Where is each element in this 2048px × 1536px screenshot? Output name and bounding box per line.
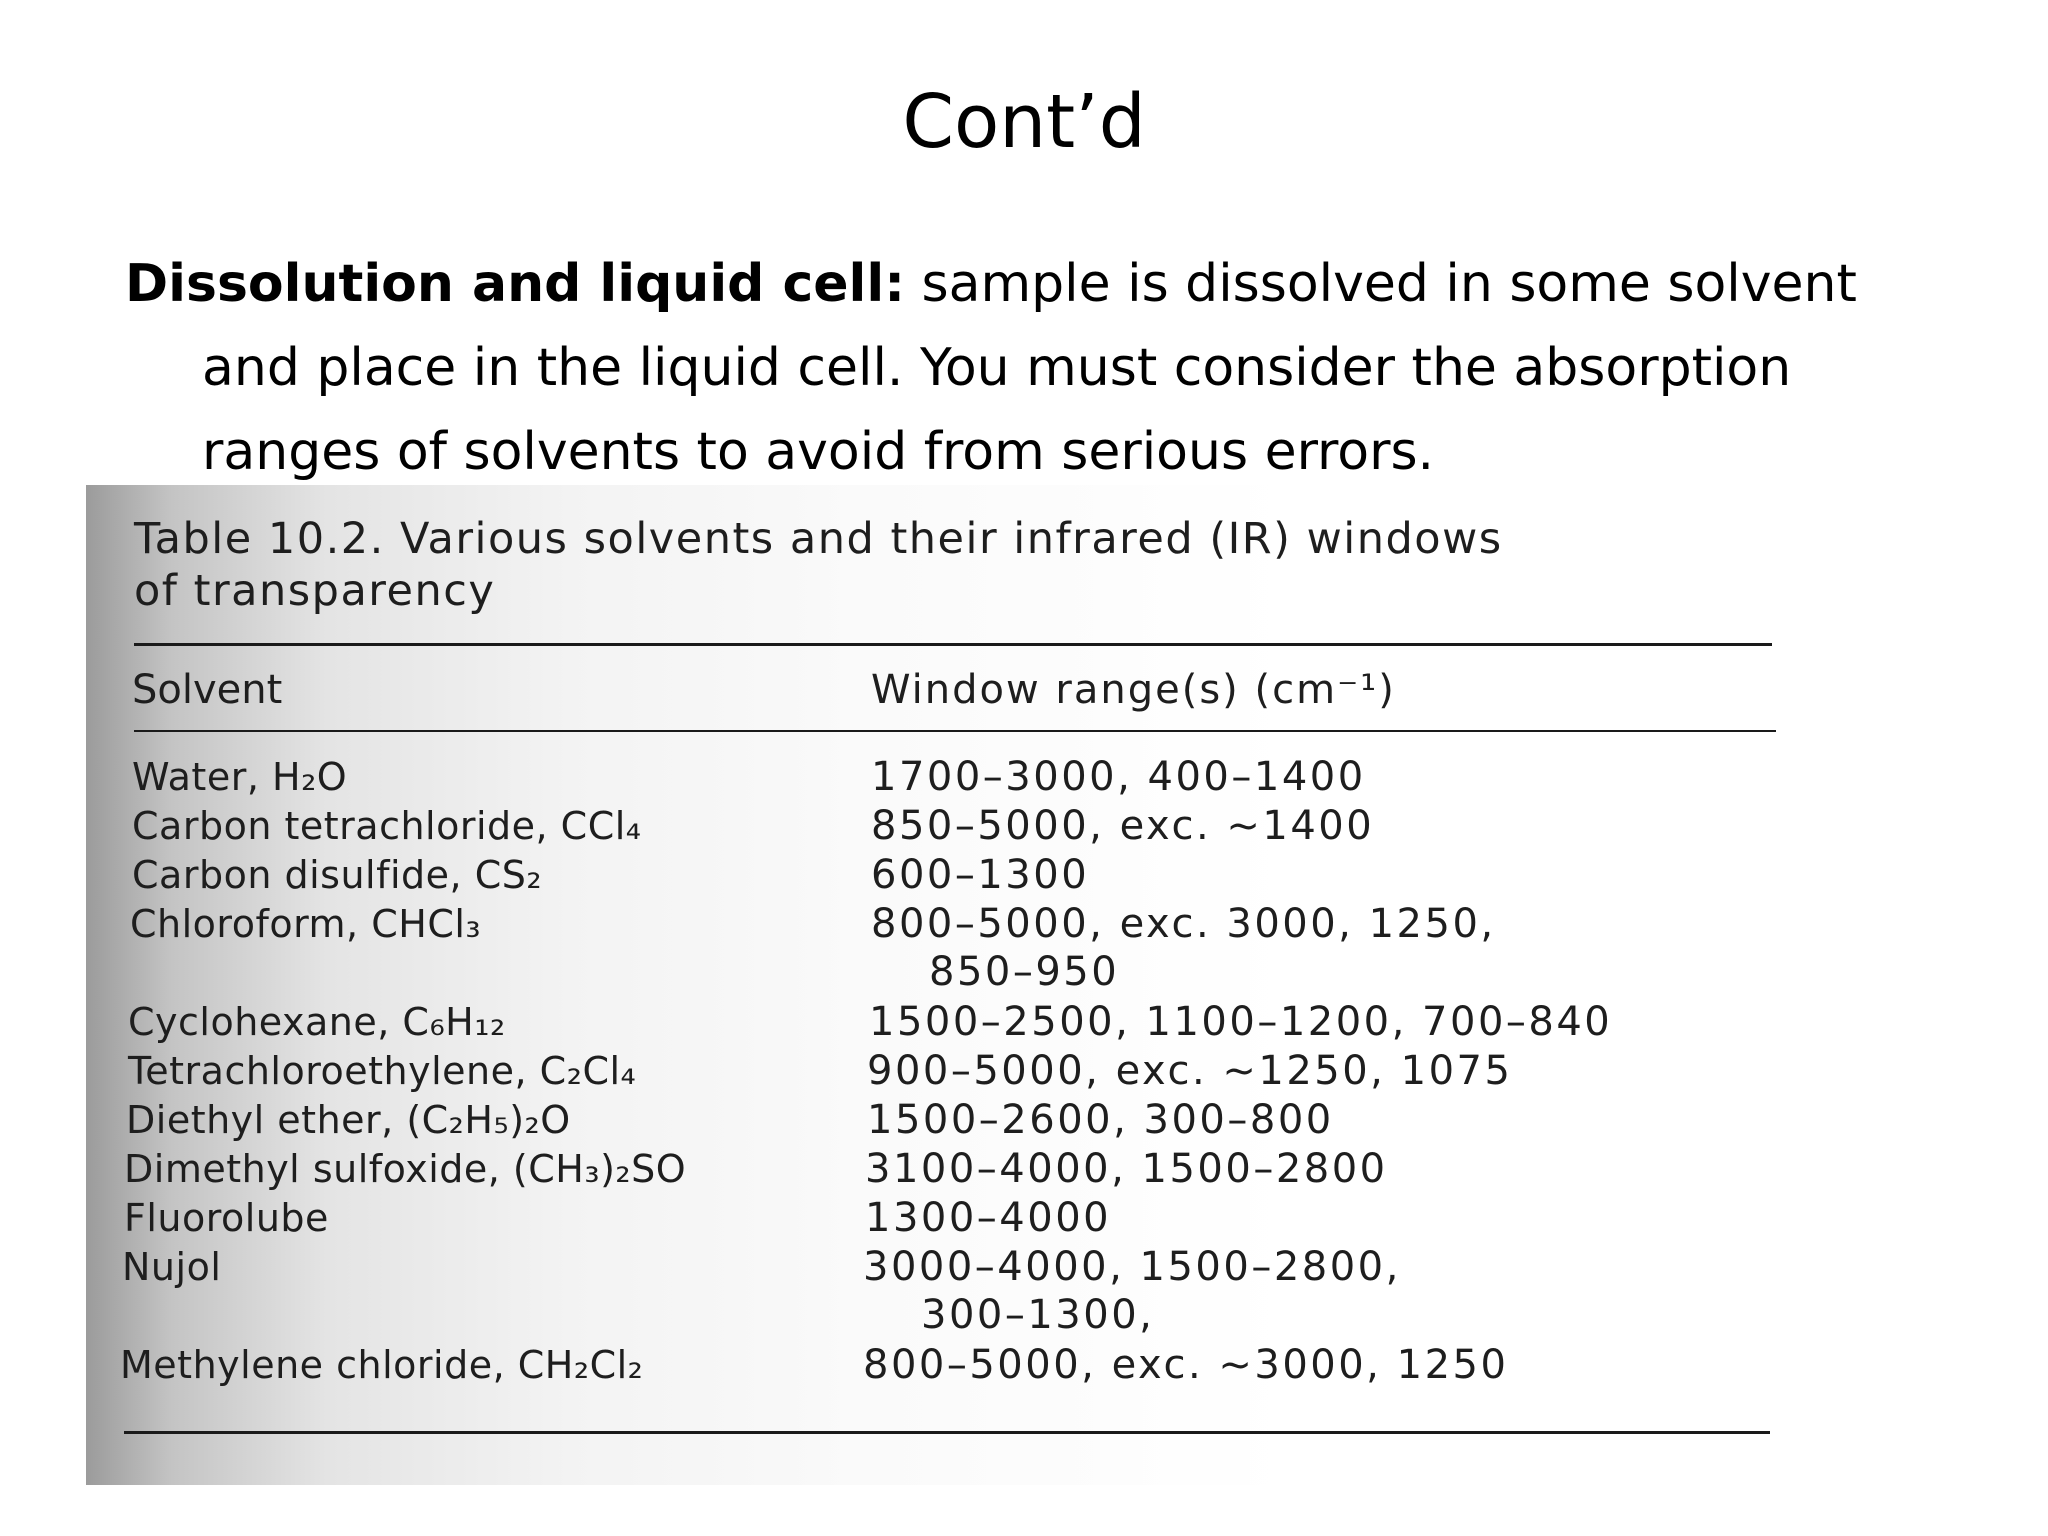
window-range-text: 1700–3000, 400–1400 xyxy=(871,754,1366,800)
paragraph-bold-lead: Dissolution and liquid cell: xyxy=(125,254,905,314)
window-range-text: 3100–4000, 1500–2800 xyxy=(865,1146,1388,1192)
table-row-window-range xyxy=(871,851,1089,899)
paragraph-line-1 xyxy=(125,242,1955,326)
window-range-text: 3000–4000, 1500–2800, xyxy=(863,1244,1401,1290)
table-row-window-range xyxy=(869,998,1612,1046)
table-row-window-range xyxy=(865,1145,1388,1193)
window-range-continuation: 850–950 xyxy=(929,949,1120,995)
table-row-solvent: Carbon tetrachloride, CCl₄ xyxy=(132,804,642,848)
body-paragraph xyxy=(125,242,1955,494)
paragraph-line-1-rest: sample is dissolved in some solvent xyxy=(905,254,1857,314)
window-range-text: 850–5000, exc. ~1400 xyxy=(871,803,1375,849)
table-row-window-range xyxy=(871,753,1366,801)
table-row-solvent: Carbon disulfide, CS₂ xyxy=(132,853,543,897)
table-row-solvent: Diethyl ether, (C₂H₅)₂O xyxy=(126,1098,571,1142)
table-row-solvent: Nujol xyxy=(122,1245,222,1289)
slide-title: Cont’d xyxy=(902,79,1146,165)
table-row-solvent: Water, H₂O xyxy=(132,755,348,799)
window-range-text: 1500–2600, 300–800 xyxy=(867,1097,1334,1143)
table-row-window-range xyxy=(863,1243,1401,1339)
window-range-text: 800–5000, exc. 3000, 1250, xyxy=(871,901,1496,947)
table-caption-line-1: Table 10.2. Various solvents and their infrared (IR) windows xyxy=(134,514,1503,564)
table-body xyxy=(86,485,1806,1485)
paragraph-line-2: and place in the liquid cell. You must consider the absorption xyxy=(202,338,1792,398)
window-range-text: 800–5000, exc. ~3000, 1250 xyxy=(863,1342,1509,1388)
table-row-window-range xyxy=(867,1047,1512,1095)
table-row-window-range xyxy=(871,802,1374,850)
window-range-text: 1300–4000 xyxy=(865,1195,1112,1241)
table-row-window-range xyxy=(867,1096,1334,1144)
column-header-window-range: Window range(s) (cm⁻¹) xyxy=(871,667,1396,713)
table-row-solvent: Methylene chloride, CH₂Cl₂ xyxy=(120,1343,644,1387)
table-row-window-range xyxy=(871,900,1496,996)
table-row-solvent: Chloroform, CHCl₃ xyxy=(130,902,482,946)
paragraph-line-3: ranges of solvents to avoid from serious errors. xyxy=(202,422,1435,482)
table-row-solvent: Fluorolube xyxy=(124,1196,329,1240)
table-row-solvent: Cyclohexane, C₆H₁₂ xyxy=(128,1000,506,1044)
table-caption-line-2: of transparency xyxy=(134,566,496,616)
column-header-solvent: Solvent xyxy=(132,667,283,713)
table-row-solvent: Tetrachloroethylene, C₂Cl₄ xyxy=(128,1049,637,1093)
scanned-table-image xyxy=(86,485,1806,1485)
table-row-solvent: Dimethyl sulfoxide, (CH₃)₂SO xyxy=(124,1147,687,1191)
window-range-continuation: 300–1300, xyxy=(921,1292,1155,1338)
table-row-window-range xyxy=(863,1341,1508,1389)
window-range-text: 600–1300 xyxy=(871,852,1090,898)
table-bottom-rule xyxy=(124,1431,1770,1434)
table-row-window-range xyxy=(865,1194,1111,1242)
window-range-text: 1500–2500, 1100–1200, 700–840 xyxy=(869,999,1613,1045)
window-range-text: 900–5000, exc. ~1250, 1075 xyxy=(867,1048,1513,1094)
